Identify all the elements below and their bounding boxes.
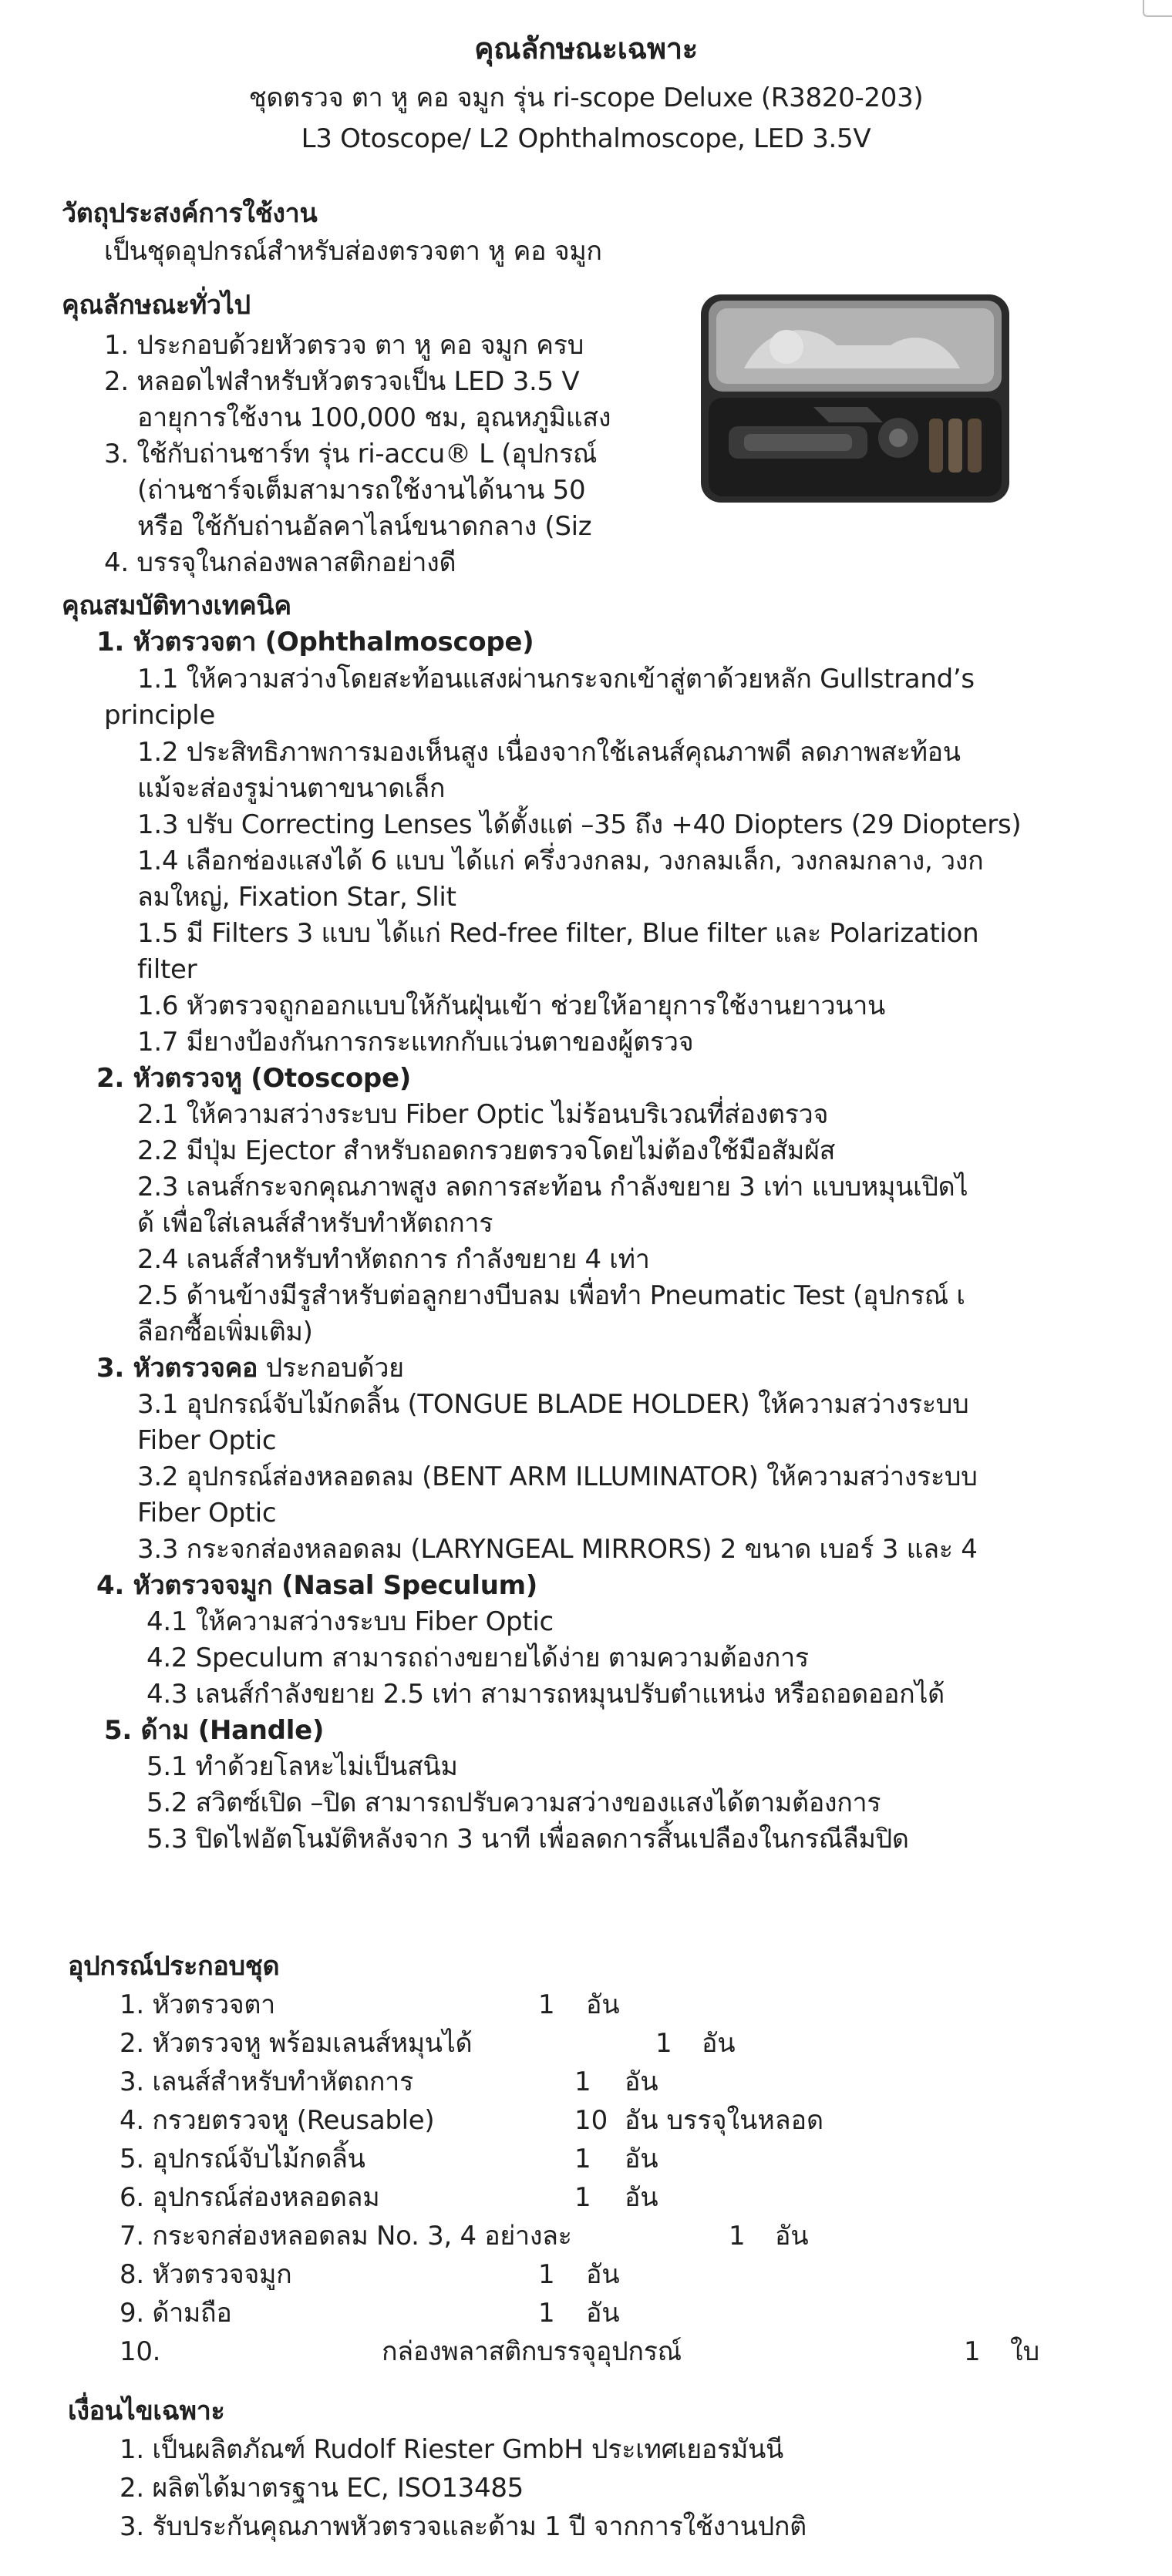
kit-item-name: 7. กระจกส่องหลอดลม No. 3, 4 อย่างละ bbox=[120, 2221, 572, 2251]
kit-item-unit: อัน บรรจุในหลอด bbox=[625, 2105, 824, 2136]
general-item: อายุการใช้งาน 100,000 ชม, อุณหภูมิแสง bbox=[137, 402, 611, 433]
kit-item-unit: อัน bbox=[586, 1989, 620, 2020]
page-subtitle-2: L3 Otoscope/ L2 Ophthalmoscope, LED 3.5V bbox=[301, 123, 871, 154]
throat-heading-title: 3. หัวตรวจคอ bbox=[96, 1353, 258, 1384]
kit-item-qty: 1 bbox=[538, 1989, 555, 2020]
spec-line: 1.7 มียางป้องกันการกระแทกกับแว่นตาของผู้ตรวจ bbox=[137, 1027, 694, 1058]
spec-line: 1.5 มี Filters 3 แบบ ได้แก่ Red-free filter, Blue filter และ Polarization bbox=[137, 918, 979, 949]
kit-item-name: 4. กรวยตรวจหู (Reusable) bbox=[120, 2105, 435, 2136]
page-subtitle-1: ชุดตรวจ ตา หู คอ จมูก รุ่น ri-scope Deluxe (R3820-203) bbox=[248, 82, 924, 113]
kit-heading: อุปกรณ์ประกอบชุด bbox=[68, 1951, 280, 1982]
spec-line: 1.6 หัวตรวจถูกออกแบบให้กันฝุ่นเข้า ช่วยให้อายุการใช้งานยาวนาน bbox=[137, 990, 885, 1021]
throat-heading bbox=[96, 1350, 404, 1386]
general-item: 3. ใช้กับถ่านชาร์ท รุ่น ri-accu® L (อุปกรณ์ bbox=[104, 439, 598, 469]
spec-line: 1.4 เลือกช่องแสงได้ 6 แบบ ได้แก่ ครึ่งวงกลม, วงกลมเล็ก, วงกลมกลาง, วงก bbox=[137, 846, 984, 876]
technical-heading: คุณสมบัติทางเทคนิค bbox=[62, 590, 291, 621]
spec-line: 2.1 ให้ความสว่างระบบ Fiber Optic ไม่ร้อนบริเวณที่ส่องตรวจ bbox=[137, 1099, 829, 1130]
otoscope-heading: 2. หัวตรวจหู (Otoscope) bbox=[96, 1063, 411, 1094]
spec-line: 3.2 อุปกรณ์ส่องหลอดลม (BENT ARM ILLUMINATOR) ให้ความสว่างระบบ bbox=[137, 1461, 978, 1492]
kit-item-qty: 1 bbox=[538, 2259, 555, 2290]
spec-line: ลมใหญ่, Fixation Star, Slit bbox=[137, 882, 456, 913]
spec-line: principle bbox=[104, 700, 215, 731]
kit-item-name: 9. ด้ามถือ bbox=[120, 2298, 232, 2329]
spec-line: Fiber Optic bbox=[137, 1498, 277, 1528]
kit-item-name: 8. หัวตรวจจมูก bbox=[120, 2259, 292, 2290]
spec-line: แม้จะส่องรูม่านตาขนาดเล็ก bbox=[137, 773, 446, 804]
spec-line: 3.3 กระจกส่องหลอดลม (LARYNGEAL MIRRORS) 2 ขนาด เบอร์ 3 และ 4 bbox=[137, 1534, 978, 1565]
spec-line: 1.3 ปรับ Correcting Lenses ได้ตั้งแต่ –35 ถึง +40 Diopters (29 Diopters) bbox=[137, 809, 1022, 840]
condition-item: 1. เป็นผลิตภัณฑ์ Rudolf Riester GmbH ประเทศเยอรมันนี bbox=[120, 2434, 783, 2465]
handle-heading: 5. ด้าม (Handle) bbox=[104, 1715, 325, 1746]
general-item: 2. หลอดไฟสำหรับหัวตรวจเป็น LED 3.5 V bbox=[104, 366, 580, 397]
condition-item: 3. รับประกันคุณภาพหัวตรวจและด้าม 1 ปี จากการใช้งานปกติ bbox=[120, 2511, 807, 2542]
spec-line: 3.1 อุปกรณ์จับไม้กดลิ้น (TONGUE BLADE HOLDER) ให้ความสว่างระบบ bbox=[137, 1389, 969, 1420]
spec-line: 5.2 สวิตซ์เปิด –ปิด สามารถปรับความสว่างของแสงได้ตามต้องการ bbox=[146, 1787, 881, 1818]
purpose-heading: วัตถุประสงค์การใช้งาน bbox=[62, 198, 318, 229]
spec-line: ลือกซื้อเพิ่มเติม) bbox=[137, 1317, 313, 1347]
nasal-heading: 4. หัวตรวจจมูก (Nasal Speculum) bbox=[96, 1570, 538, 1601]
spec-line: Fiber Optic bbox=[137, 1425, 277, 1456]
kit-item-qty: 10 bbox=[574, 2105, 608, 2136]
kit-item-qty: 1 bbox=[655, 2028, 672, 2059]
kit-item-qty: 1 bbox=[574, 2182, 591, 2213]
kit-item-name: 3. เลนส์สำหรับทำหัตถการ bbox=[120, 2067, 413, 2097]
kit-item-unit: ใบ bbox=[1010, 2336, 1040, 2367]
spec-line: 2.3 เลนส์กระจกคุณภาพสูง ลดการสะท้อน กำลังขยาย 3 เท่า แบบหมุนเปิดไ bbox=[137, 1172, 968, 1202]
throat-heading-rest: ประกอบด้วย bbox=[258, 1353, 404, 1384]
condition-item: 2. ผลิตได้มาตรฐาน EC, ISO13485 bbox=[120, 2473, 524, 2504]
kit-item-qty: 1 bbox=[538, 2298, 555, 2329]
kit-item-unit: อัน bbox=[586, 2298, 620, 2329]
kit-item-unit: อัน bbox=[586, 2259, 620, 2290]
spec-line: 4.2 Speculum สามารถถ่างขยายได้ง่าย ตามความต้องการ bbox=[146, 1643, 809, 1673]
spec-line: ด้ เพื่อใส่เลนส์สำหรับทำหัตถการ bbox=[137, 1208, 493, 1239]
corner-mark bbox=[1143, 0, 1172, 17]
kit-item-name: 6. อุปกรณ์ส่องหลอดลม bbox=[120, 2182, 380, 2213]
kit-item-desc: กล่องพลาสติกบรรจุอุปกรณ์ bbox=[382, 2336, 682, 2367]
conditions-heading: เงื่อนไขเฉพาะ bbox=[68, 2396, 225, 2426]
general-item: หรือ ใช้กับถ่านอัลคาไลน์ขนาดกลาง (Siz bbox=[137, 511, 592, 542]
kit-item-name: 1. หัวตรวจตา bbox=[120, 1989, 275, 2020]
kit-item-qty: 1 bbox=[574, 2067, 591, 2097]
spec-line: 1.2 ประสิทธิภาพการมองเห็นสูง เนื่องจากใช้เลนส์คุณภาพดี ลดภาพสะท้อน bbox=[137, 737, 961, 768]
spec-line: 2.4 เลนส์สำหรับทำหัตถการ กำลังขยาย 4 เท่า bbox=[137, 1244, 650, 1275]
spec-line: 5.1 ทำด้วยโลหะไม่เป็นสนิม bbox=[146, 1751, 458, 1782]
kit-item-unit: อัน bbox=[625, 2182, 658, 2213]
kit-item-unit: อัน bbox=[625, 2144, 658, 2174]
general-item: 4. บรรจุในกล่องพลาสติกอย่างดี bbox=[104, 547, 456, 578]
page-title: คุณลักษณะเฉพาะ bbox=[474, 32, 698, 66]
kit-item-unit: อัน bbox=[775, 2221, 809, 2251]
kit-item-name: 2. หัวตรวจหู พร้อมเลนส์หมุนได้ bbox=[120, 2028, 473, 2059]
general-heading: คุณลักษณะทั่วไป bbox=[62, 290, 251, 321]
kit-item-name: 5. อุปกรณ์จับไม้กดลิ้น bbox=[120, 2144, 365, 2174]
spec-line: filter bbox=[137, 954, 197, 985]
spec-line: 5.3 ปิดไฟอัตโนมัติหลังจาก 3 นาที เพื่อลดการสิ้นเปลืองในกรณีลืมปิด bbox=[146, 1824, 909, 1855]
kit-item-unit: อัน bbox=[702, 2028, 736, 2059]
kit-item-qty: 1 bbox=[574, 2144, 591, 2174]
general-item: 1. ประกอบด้วยหัวตรวจ ตา หู คอ จมูก ครบ bbox=[104, 330, 584, 361]
spec-line: 2.5 ด้านข้างมีรูสำหรับต่อลูกยางบีบลม เพื่อทำ Pneumatic Test (อุปกรณ์ เ bbox=[137, 1280, 965, 1311]
spec-line: 2.2 มีปุ่ม Ejector สำหรับถอดกรวยตรวจโดยไม่ต้องใช้มือสัมผัส bbox=[137, 1135, 836, 1166]
ophthalmoscope-heading: 1. หัวตรวจตา (Ophthalmoscope) bbox=[96, 627, 534, 657]
spec-line: 4.1 ให้ความสว่างระบบ Fiber Optic bbox=[146, 1606, 554, 1637]
spec-line: 4.3 เลนส์กำลังขยาย 2.5 เท่า สามารถหมุนปรับตำแหน่ง หรือถอดออกได้ bbox=[146, 1679, 945, 1710]
general-item: (ถ่านชาร์จเต็มสามารถใช้งานได้นาน 50 bbox=[137, 475, 586, 506]
spec-line: 1.1 ให้ความสว่างโดยสะท้อนแสงผ่านกระจกเข้าสู่ตาด้วยหลัก Gullstrand’s bbox=[137, 664, 975, 694]
kit-item-name: 10. bbox=[120, 2336, 161, 2367]
purpose-text: เป็นชุดอุปกรณ์สำหรับส่องตรวจตา หู คอ จมูก bbox=[104, 236, 602, 267]
kit-item-qty: 1 bbox=[729, 2221, 746, 2251]
general-list bbox=[0, 0, 694, 586]
kit-item-qty: 1 bbox=[964, 2336, 981, 2367]
kit-item-unit: อัน bbox=[625, 2067, 658, 2097]
product-case-image bbox=[698, 291, 1012, 511]
